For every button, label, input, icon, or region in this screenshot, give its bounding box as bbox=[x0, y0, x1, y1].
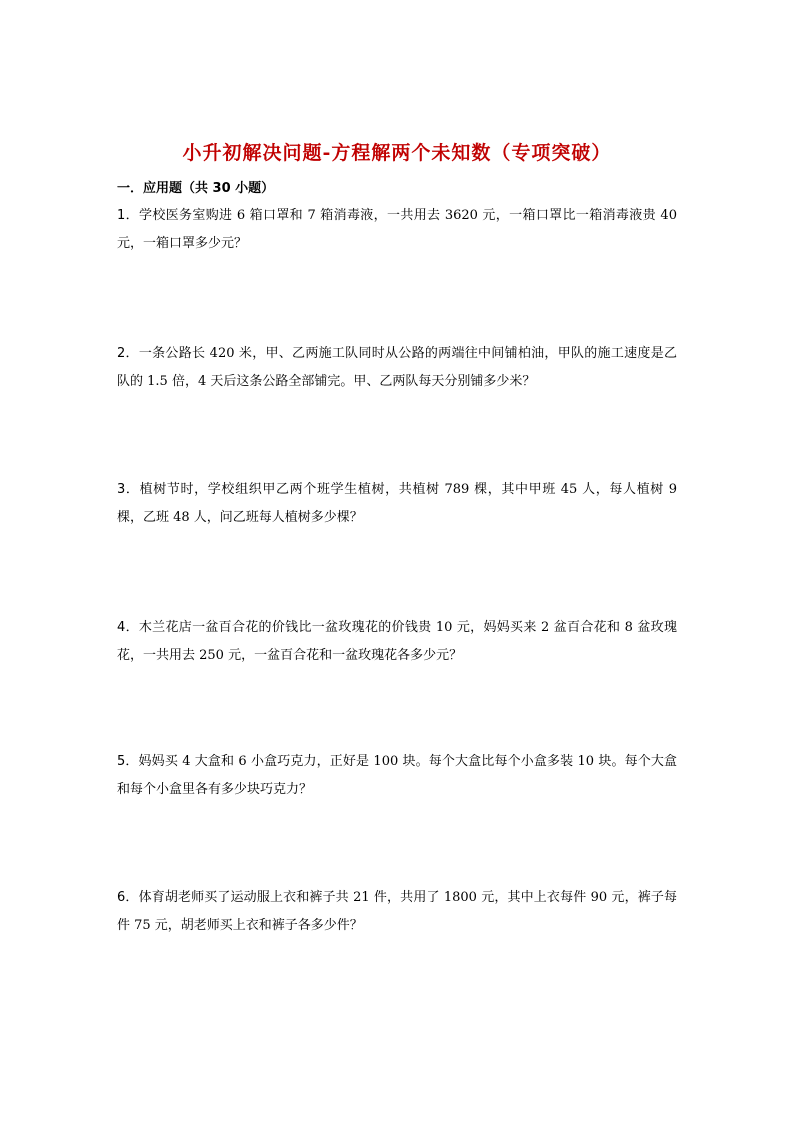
page-title: 小升初解决问题-方程解两个未知数（专项突破） bbox=[182, 142, 612, 164]
question-2 bbox=[117, 340, 677, 396]
question-text: 一条公路长 420 米，甲、乙两施工队同时从公路的两端往中间铺柏油，甲队的施工速度是乙队的 1.5 倍，4 天后这条公路全部铺完。甲、乙两队每天分别铺多少米？ bbox=[117, 346, 677, 389]
question-number: 1． bbox=[117, 208, 139, 223]
question-number: 4． bbox=[117, 620, 139, 635]
question-1 bbox=[117, 202, 677, 258]
question-number: 5． bbox=[117, 754, 139, 769]
question-6 bbox=[117, 884, 677, 940]
question-4 bbox=[117, 614, 677, 670]
question-number: 3． bbox=[117, 482, 140, 497]
question-5 bbox=[117, 748, 677, 804]
question-number: 6． bbox=[117, 890, 139, 905]
question-text: 植树节时，学校组织甲乙两个班学生植树，共植树 789 棵，其中甲班 45 人，每人植树 9 棵，乙班 48 人，问乙班每人植树多少棵？ bbox=[117, 482, 677, 525]
question-text: 木兰花店一盆百合花的价钱比一盆玫瑰花的价钱贵 10 元，妈妈买来 2 盆百合花和 8 盆玫瑰花，一共用去 250 元，一盆百合花和一盆玫瑰花各多少元？ bbox=[117, 620, 677, 663]
question-text: 妈妈买 4 大盒和 6 小盒巧克力，正好是 100 块。每个大盒比每个小盒多装 10 块。每个大盒和每个小盒里各有多少块巧克力？ bbox=[117, 754, 677, 797]
question-text: 学校医务室购进 6 箱口罩和 7 箱消毒液，一共用去 3620 元，一箱口罩比一箱消毒液贵 40 元，一箱口罩多少元？ bbox=[117, 208, 677, 251]
question-number: 2． bbox=[117, 346, 139, 361]
question-3 bbox=[117, 476, 677, 532]
section-heading: 一．应用题（共 30 小题） bbox=[117, 181, 275, 196]
question-text: 体育胡老师买了运动服上衣和裤子共 21 件，共用了 1800 元，其中上衣每件 90 元，裤子每件 75 元，胡老师买上衣和裤子各多少件？ bbox=[117, 890, 677, 933]
